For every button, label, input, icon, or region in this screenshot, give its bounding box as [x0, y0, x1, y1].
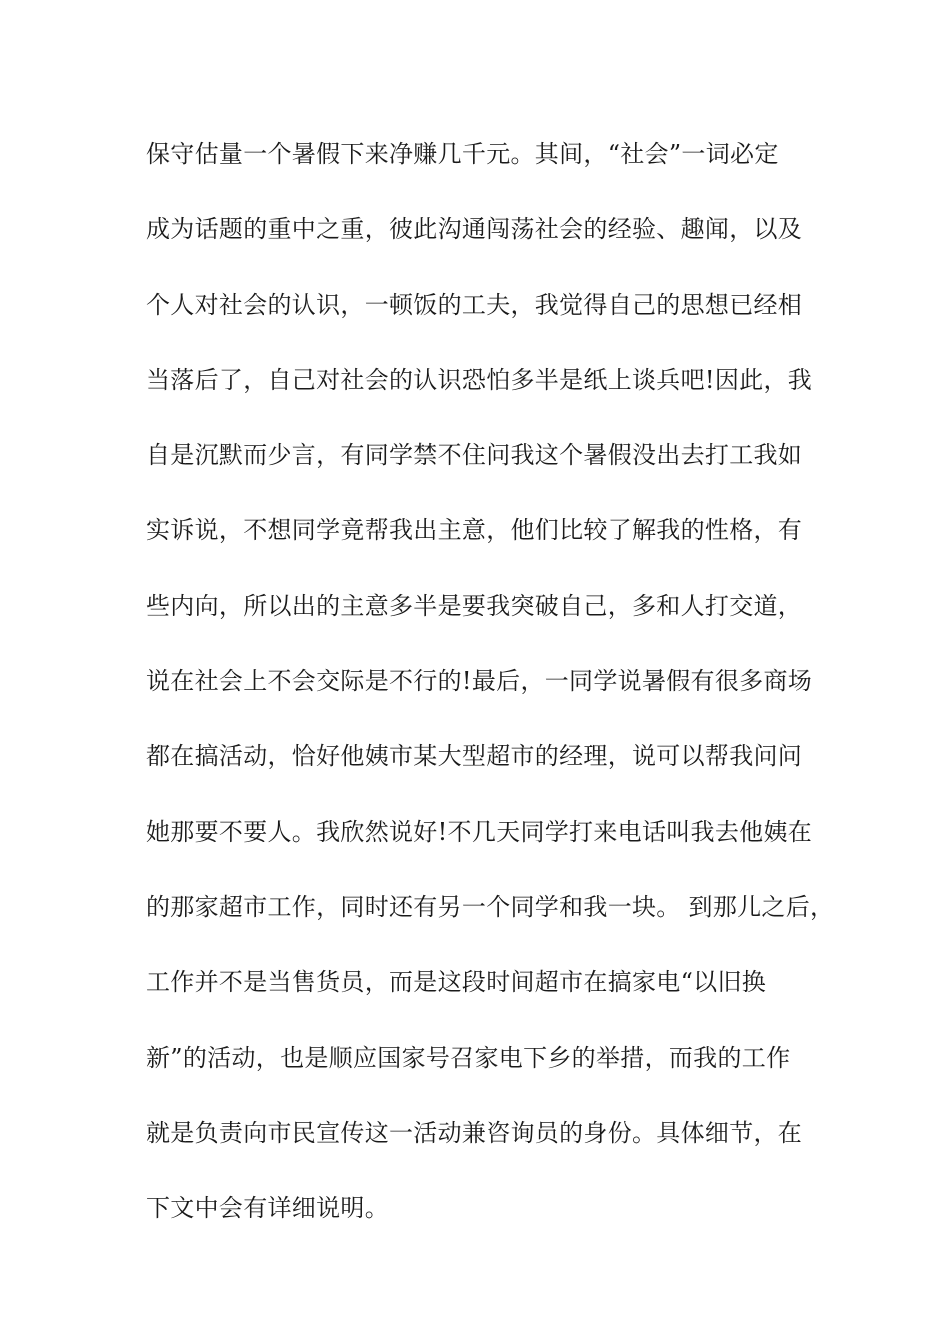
- text-line: 当落后了，自己对社会的认识恐怕多半是纸上谈兵吧!因此，我: [146, 365, 813, 394]
- text-line: 就是负责向市民宣传这一活动兼咨询员的身份。具体细节，在: [146, 1118, 803, 1147]
- text-line: 成为话题的重中之重，彼此沟通闯荡社会的经验、趣闻，以及: [146, 215, 803, 244]
- text-line: 个人对社会的认识，一顿饭的工夫，我觉得自己的思想已经相: [146, 290, 803, 319]
- text-line: 下文中会有详细说明。: [146, 1194, 389, 1223]
- text-line: 实诉说，不想同学竟帮我出主意，他们比较了解我的性格，有: [146, 516, 803, 545]
- text-line: 自是沉默而少言，有同学禁不住问我这个暑假没出去打工我如: [146, 441, 803, 470]
- text-line: 说在社会上不会交际是不行的!最后，一同学说暑假有很多商场: [146, 667, 813, 696]
- text-line: 的那家超市工作，同时还有另一个同学和我一块。 到那儿之后，: [146, 892, 835, 921]
- body-paragraph: [146, 128, 836, 1257]
- text-line: 她那要不要人。我欣然说好!不几天同学打来电话叫我去他姨在: [146, 817, 813, 846]
- text-line: 些内向，所以出的主意多半是要我突破自己，多和人打交道，: [146, 591, 803, 620]
- text-line: 工作并不是当售货员，而是这段时间超市在搞家电“以旧换: [146, 968, 767, 997]
- text-line: 都在搞活动，恰好他姨市某大型超市的经理，说可以帮我问问: [146, 742, 803, 771]
- text-line: 保守估量一个暑假下来净赚几千元。其间，“社会”一词必定: [146, 140, 779, 168]
- text-line: 新”的活动，也是顺应国家号召家电下乡的举措，而我的工作: [146, 1043, 791, 1072]
